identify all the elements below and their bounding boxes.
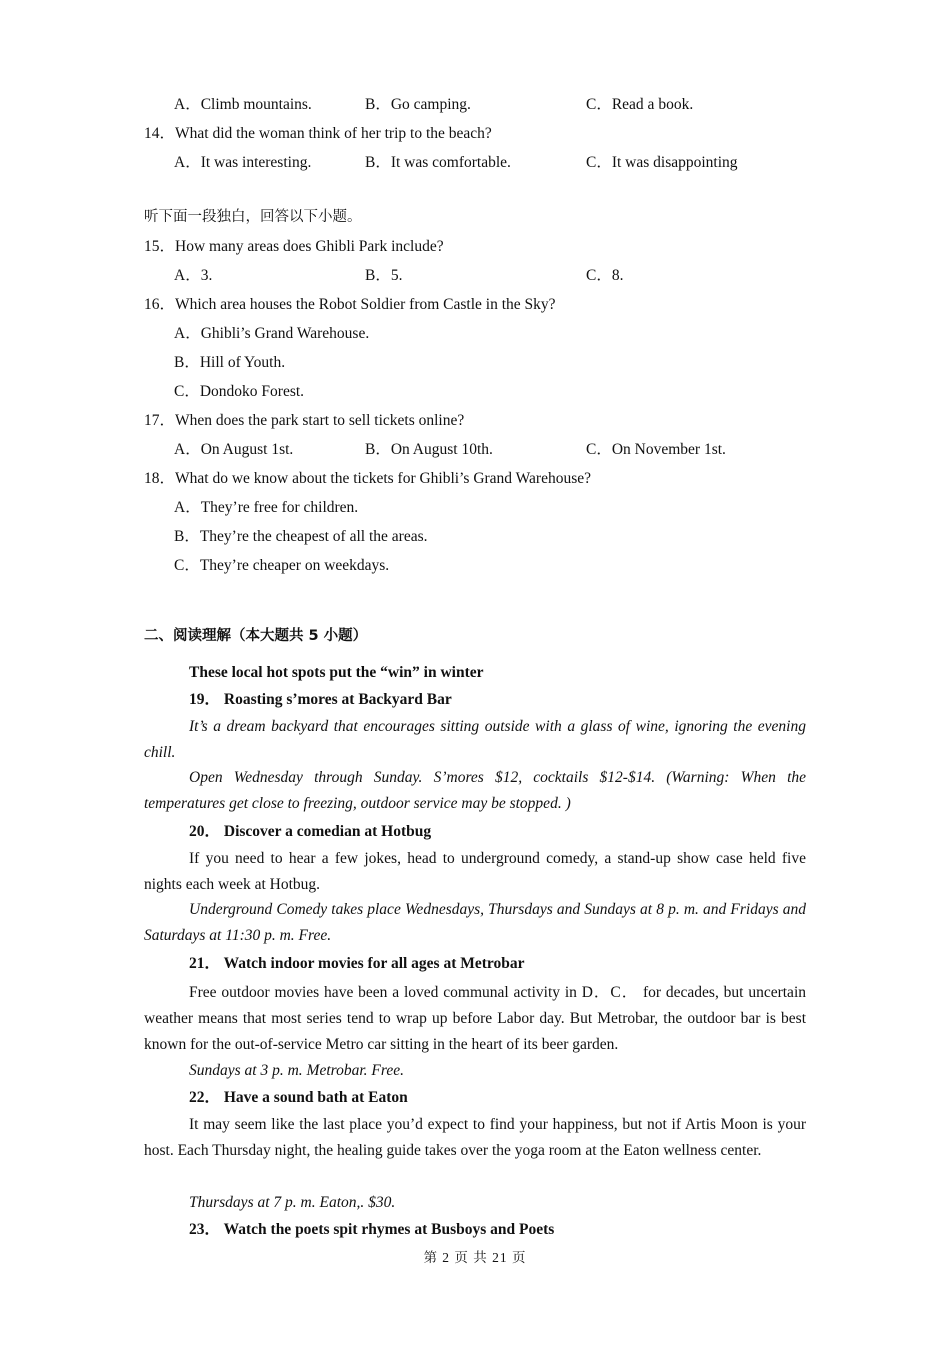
item-21-details: Sundays at 3 p. m. Metrobar. Free. bbox=[189, 1062, 404, 1079]
q15-question: 15．How many areas does Ghibli Park include? bbox=[144, 238, 444, 255]
q17-question: 17．When does the park start to sell tickets online? bbox=[144, 412, 465, 429]
page-footer: 第 2 页 共 21 页 bbox=[423, 1250, 527, 1265]
item-20-description: If you need to hear a few jokes, head to underground comedy, a stand-up show case held five nights each week at Hotbug. bbox=[144, 850, 806, 893]
q14-option-b: B．It was comfortable. bbox=[365, 154, 511, 171]
q17-option-a: A．On August 1st. bbox=[174, 441, 294, 458]
q14-option-a: A．It was interesting. bbox=[174, 154, 312, 171]
q15-option-c: C．8. bbox=[586, 267, 624, 284]
q13-option-b: B．Go camping. bbox=[365, 96, 471, 113]
item-19-description: It’s a dream backyard that encourages sitting outside with a glass of wine, ignoring the evening chill. bbox=[144, 718, 806, 761]
item-21-heading: 21． Watch indoor movies for all ages at Metrobar bbox=[189, 955, 525, 972]
q18-option-b: B．They’re the cheapest of all the areas. bbox=[174, 528, 428, 545]
item-20-details: Underground Comedy takes place Wednesdays, Thursdays and Sundays at 8 p. m. and Fridays and Saturdays at 11:30 p. m. Free. bbox=[144, 901, 806, 944]
q14-question: 14．What did the woman think of her trip to the beach? bbox=[144, 125, 492, 142]
q16-option-c: C．Dondoko Forest. bbox=[174, 383, 305, 400]
q16-question: 16．Which area houses the Robot Soldier from Castle in the Sky? bbox=[144, 296, 556, 313]
item-23-heading: 23． Watch the poets spit rhymes at Busboys and Poets bbox=[189, 1221, 555, 1238]
q17-option-b: B．On August 10th. bbox=[365, 441, 493, 458]
q18-option-a: A．They’re free for children. bbox=[174, 499, 359, 516]
q18-question: 18．What do we know about the tickets for Ghibli’s Grand Warehouse? bbox=[144, 470, 591, 487]
monologue-intro: 听下面一段独白，回答以下小题。 bbox=[144, 209, 362, 225]
reading-section-title: 二、阅读理解（本大题共 5 小题） bbox=[144, 628, 368, 644]
item-19-details: Open Wednesday through Sunday. S’mores $12, cocktails $12-$14. (Warning: When the temperatures get close to freezing, outdoor service may be stopped. ) bbox=[144, 769, 806, 812]
q14-option-c: C．It was disappointing bbox=[586, 154, 738, 171]
item-21-description: Free outdoor movies have been a loved communal activity in D．C． for decades, but uncertain weather means that most series tend to wrap up before Labor day. But Metrobar, the outdoor bar is best known for the out-of-service Metro car sitting in the heart of its beer garden. bbox=[144, 984, 806, 1053]
q13-option-c: C．Read a book. bbox=[586, 96, 694, 113]
q15-option-b: B．5. bbox=[365, 267, 403, 284]
q15-option-a: A．3. bbox=[174, 267, 213, 284]
item-20-heading: 20． Discover a comedian at Hotbug bbox=[189, 823, 432, 840]
q13-option-a: A．Climb mountains. bbox=[174, 96, 312, 113]
item-19-heading: 19． Roasting s’mores at Backyard Bar bbox=[189, 691, 452, 708]
item-22-description: It may seem like the last place you’d expect to find your happiness, but not if Artis Moon is your host. Each Thursday night, the healing guide takes over the yoga room at the Eaton wellness center. bbox=[144, 1116, 806, 1159]
q16-option-b: B．Hill of Youth. bbox=[174, 354, 286, 371]
item-22-details: Thursdays at 7 p. m. Eaton,. $30. bbox=[189, 1194, 396, 1211]
article-title: These local hot spots put the “win” in winter bbox=[189, 664, 484, 681]
item-22-heading: 22． Have a sound bath at Eaton bbox=[189, 1089, 408, 1106]
q18-option-c: C．They’re cheaper on weekdays. bbox=[174, 557, 390, 574]
q17-option-c: C．On November 1st. bbox=[586, 441, 726, 458]
q16-option-a: A．Ghibli’s Grand Warehouse. bbox=[174, 325, 370, 342]
